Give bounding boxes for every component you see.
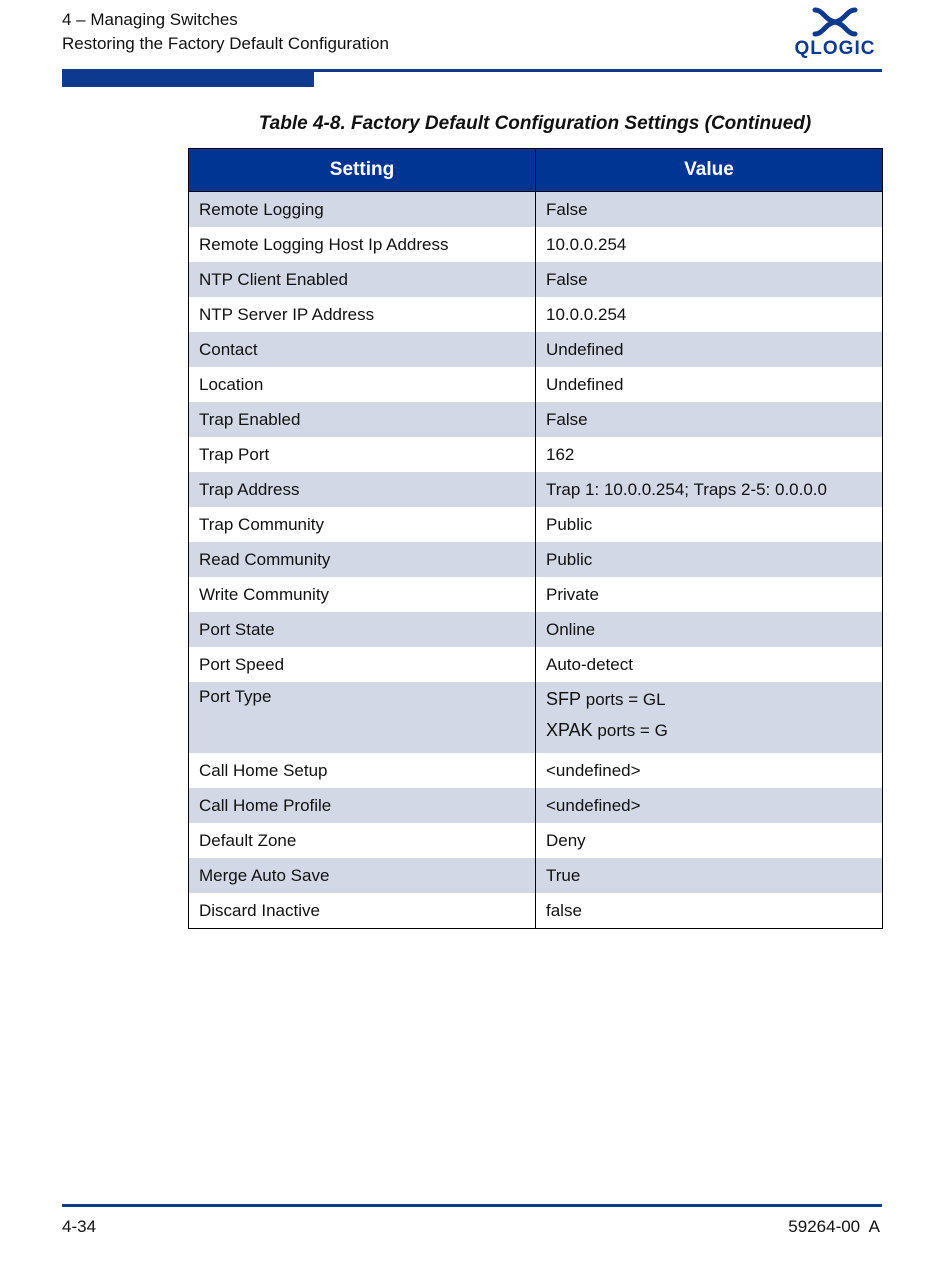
- table-row: [189, 332, 883, 367]
- table-row: [189, 577, 883, 612]
- factory-defaults-table: [188, 148, 883, 929]
- setting-cell: Write Community: [189, 577, 536, 612]
- setting-cell: Call Home Setup: [189, 753, 536, 788]
- setting-cell: Contact: [189, 332, 536, 367]
- table-row: [189, 402, 883, 437]
- port-kind-label: XPAK: [546, 720, 593, 740]
- qlogic-logo-mark-icon: [789, 6, 881, 38]
- table-row: [189, 262, 883, 297]
- document-id: 59264-00 A: [788, 1217, 880, 1236]
- setting-cell: Trap Enabled: [189, 402, 536, 437]
- table-row: [189, 192, 883, 228]
- setting-cell: Trap Community: [189, 507, 536, 542]
- setting-cell: Port Type: [189, 682, 536, 753]
- table-row: [189, 647, 883, 682]
- setting-cell: Remote Logging: [189, 192, 536, 228]
- setting-cell: Default Zone: [189, 823, 536, 858]
- table-row: [189, 788, 883, 823]
- value-cell: Trap 1: 10.0.0.254; Traps 2-5: 0.0.0.0: [536, 472, 883, 507]
- setting-cell: Port State: [189, 612, 536, 647]
- value-cell: False: [536, 262, 883, 297]
- setting-cell: NTP Server IP Address: [189, 297, 536, 332]
- table-row: [189, 612, 883, 647]
- column-header-value: Value: [536, 149, 883, 192]
- setting-cell: Location: [189, 367, 536, 402]
- value-line: [546, 684, 872, 715]
- table-row: [189, 823, 883, 858]
- table-row: [189, 437, 883, 472]
- table-row: [189, 858, 883, 893]
- value-cell: <undefined>: [536, 753, 883, 788]
- value-cell: Public: [536, 507, 883, 542]
- table-row: [189, 367, 883, 402]
- value-cell: Auto-detect: [536, 647, 883, 682]
- value-cell: [536, 682, 883, 753]
- port-kind-value: ports = G: [592, 721, 668, 740]
- value-cell: True: [536, 858, 883, 893]
- column-header-setting: Setting: [189, 149, 536, 192]
- value-cell: Undefined: [536, 332, 883, 367]
- table-row: [189, 227, 883, 262]
- setting-cell: Trap Port: [189, 437, 536, 472]
- value-cell: False: [536, 402, 883, 437]
- header-chapter-title: 4 – Managing Switches: [62, 10, 238, 29]
- setting-cell: Remote Logging Host Ip Address: [189, 227, 536, 262]
- setting-cell: Merge Auto Save: [189, 858, 536, 893]
- value-lines: [546, 684, 872, 746]
- table-body: [189, 192, 883, 929]
- value-cell: Public: [536, 542, 883, 577]
- table-header-row: [189, 149, 883, 192]
- table-caption: Table 4-8. Factory Default Configuration Settings (Continued): [258, 113, 812, 134]
- header-section-title: Restoring the Factory Default Configuration: [62, 34, 389, 53]
- qlogic-logo: [789, 6, 881, 62]
- table-row: [189, 297, 883, 332]
- value-cell: Private: [536, 577, 883, 612]
- logo-wordmark: QLOGIC: [794, 38, 876, 59]
- header-rule-tab: [62, 69, 314, 87]
- table-row: [189, 682, 883, 753]
- setting-cell: Read Community: [189, 542, 536, 577]
- value-cell: False: [536, 192, 883, 228]
- value-cell: false: [536, 893, 883, 929]
- footer-rule: [62, 1204, 882, 1207]
- value-cell: Undefined: [536, 367, 883, 402]
- setting-cell: Call Home Profile: [189, 788, 536, 823]
- table-row: [189, 753, 883, 788]
- table-row: [189, 507, 883, 542]
- page-number: 4-34: [62, 1217, 97, 1236]
- value-cell: Online: [536, 612, 883, 647]
- setting-cell: Trap Address: [189, 472, 536, 507]
- value-cell: 10.0.0.254: [536, 227, 883, 262]
- setting-cell: Discard Inactive: [189, 893, 536, 929]
- table-row: [189, 893, 883, 929]
- value-cell: 10.0.0.254: [536, 297, 883, 332]
- setting-cell: NTP Client Enabled: [189, 262, 536, 297]
- port-kind-label: SFP: [546, 689, 582, 709]
- value-cell: <undefined>: [536, 788, 883, 823]
- value-cell: Deny: [536, 823, 883, 858]
- table-row: [189, 472, 883, 507]
- port-kind-value: ports = GL: [581, 690, 666, 709]
- setting-cell: Port Speed: [189, 647, 536, 682]
- value-line: [546, 715, 872, 746]
- table-row: [189, 542, 883, 577]
- value-cell: 162: [536, 437, 883, 472]
